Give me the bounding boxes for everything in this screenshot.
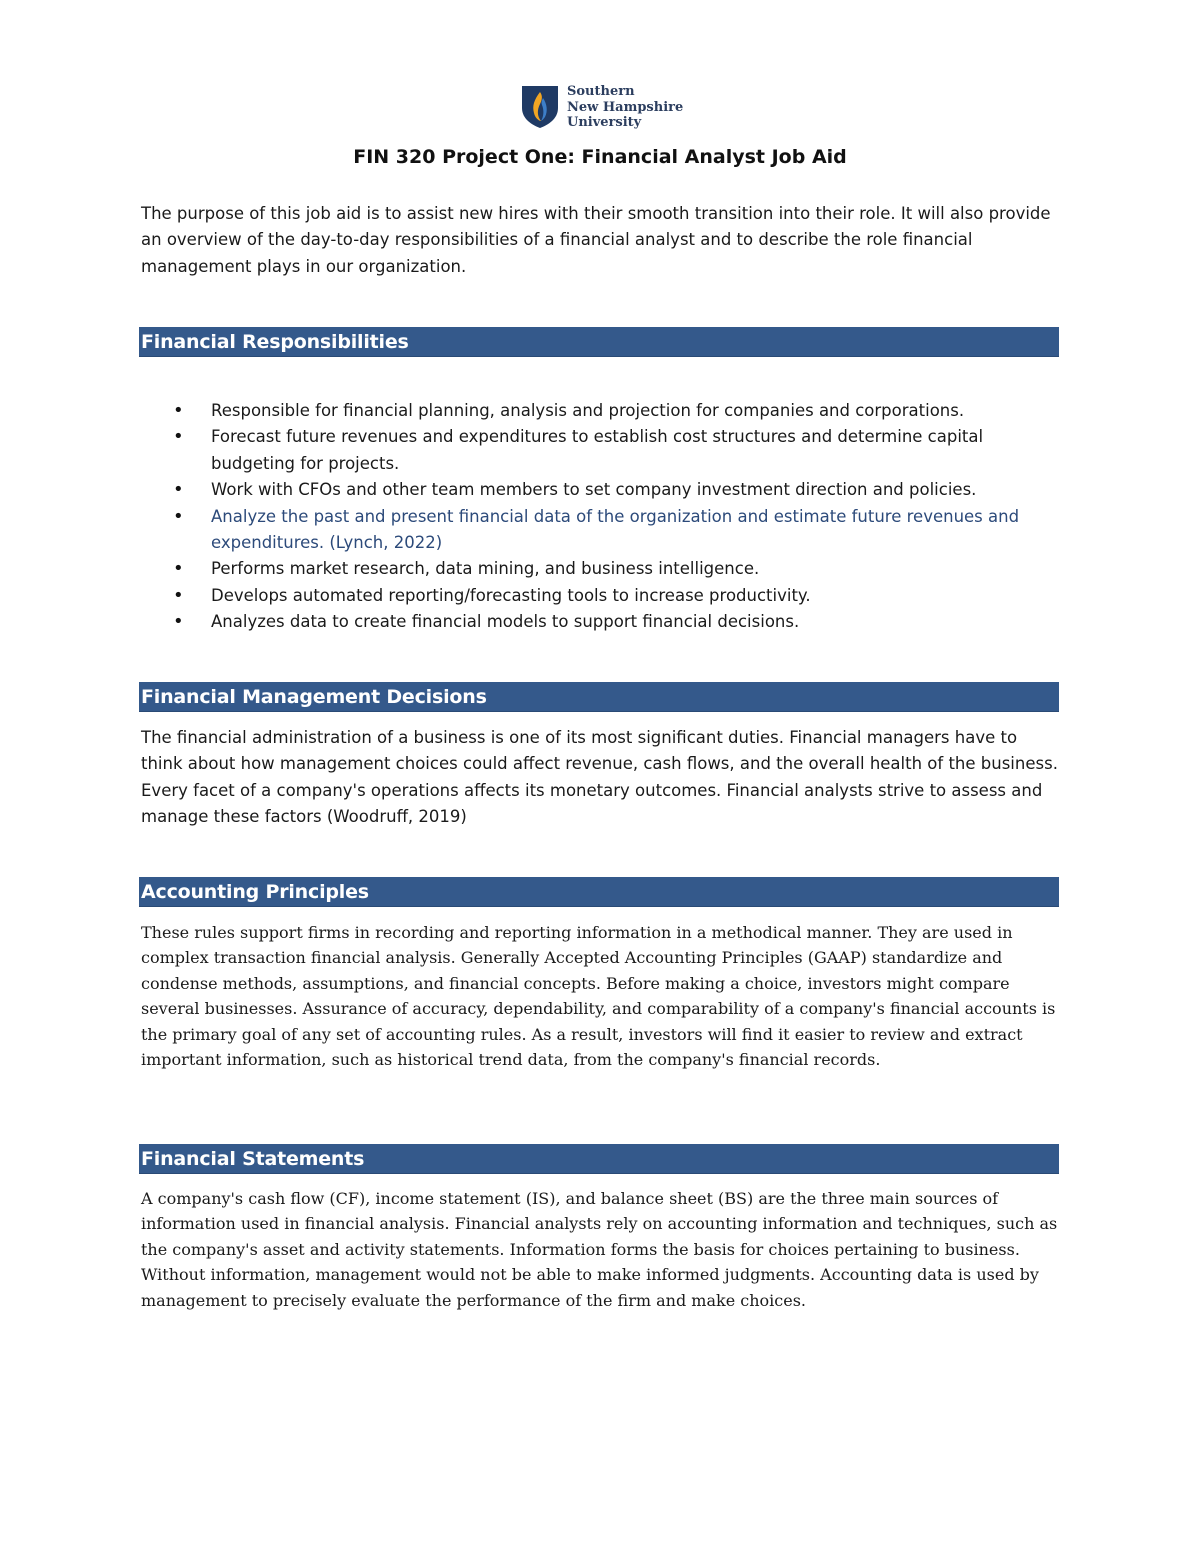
section-header-decisions <box>139 682 1059 712</box>
section-header-responsibilities <box>139 327 1059 357</box>
logo-line: Southern <box>567 84 635 99</box>
list-item: • Analyze the past and present financial data of the organization and estimate future revenues and expenditures. (Lynch, 2022) <box>211 504 1041 557</box>
logo-line: University <box>567 115 642 130</box>
list-item: • Develops automated reporting/forecasting tools to increase productivity. <box>211 583 1041 609</box>
university-logo <box>520 84 700 134</box>
list-item: • Analyzes data to create financial models to support financial decisions. <box>211 609 1041 635</box>
document-title: FIN 320 Project One: Financial Analyst Job Aid <box>353 146 847 168</box>
section-heading: Financial Responsibilities <box>141 331 409 353</box>
intro-paragraph: The purpose of this job aid is to assist new hires with their smooth transition into their role. It will also provide an overview of the day-to-day responsibilities of a financial analyst and to describe the role financial management plays in our organization. <box>141 204 1051 276</box>
section-heading: Financial Management Decisions <box>141 686 487 708</box>
section-header-statements <box>139 1144 1059 1174</box>
statements-paragraph: A company's cash flow (CF), income statement (IS), and balance sheet (BS) are the three main sources of information used in financial analysis. Financial analysts rely on accounting information and techniques, such as the company's asset and activity statements. Information forms the basis for choices pertaining to business. Without information, management would not be able to make informed judgments. Accounting data is used by management to precisely evaluate the performance of the firm and make choices. <box>141 1189 1058 1310</box>
responsibilities-list <box>211 398 1041 636</box>
decisions-paragraph: The financial administration of a business is one of its most significant duties. Financial managers have to think about how management choices could affect revenue, cash flows, and the overall health of the business. Every facet of a company's operations affects its monetary outcomes. Financial analysts strive to assess and manage these factors (Woodruff, 2019) <box>141 728 1058 826</box>
list-item: • Forecast future revenues and expenditures to establish cost structures and determine capital budgeting for projects. <box>211 424 1041 477</box>
shield-flame-icon <box>520 84 560 130</box>
list-item: • Performs market research, data mining, and business intelligence. <box>211 556 1041 582</box>
logo-wordmark <box>567 84 683 131</box>
list-item: • Work with CFOs and other team members to set company investment direction and policies. <box>211 477 1041 503</box>
principles-paragraph: These rules support firms in recording and reporting information in a methodical manner. They are used in complex transaction financial analysis. Generally Accepted Accounting Principles (GAAP) standardize and condense methods, assumptions, and financial concepts. Before making a choice, investors might compare several businesses. Assurance of accuracy, dependability, and comparability of a company's financial accounts is the primary goal of any set of accounting rules. As a result, investors will find it easier to review and extract important information, such as historical trend data, from the company's financial records. <box>141 923 1056 1070</box>
list-item: • Responsible for financial planning, analysis and projection for companies and corporations. <box>211 398 1041 424</box>
logo-line: New Hampshire <box>567 99 684 115</box>
section-heading: Accounting Principles <box>141 881 369 903</box>
section-header-principles <box>139 877 1059 907</box>
section-heading: Financial Statements <box>141 1148 365 1170</box>
